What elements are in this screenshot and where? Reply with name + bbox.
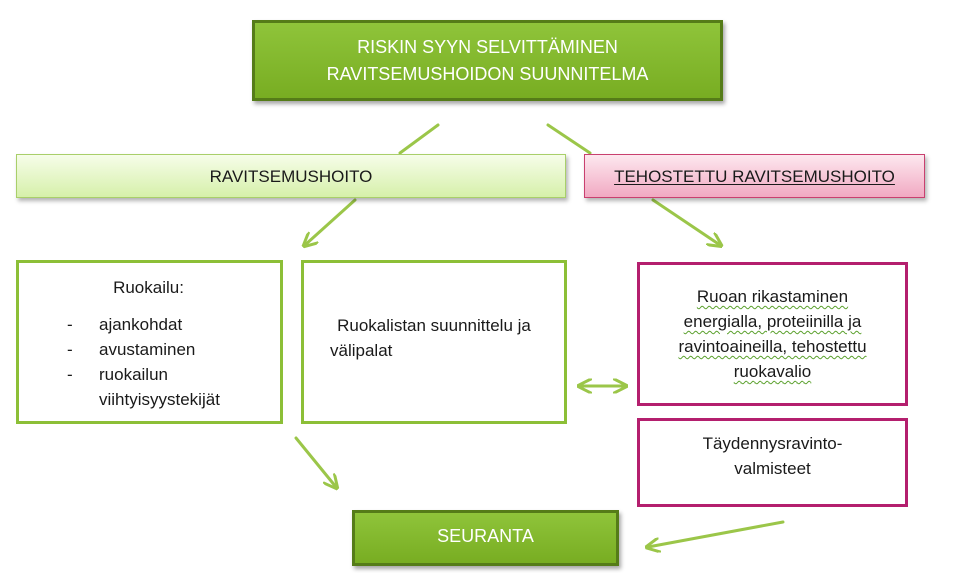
seuranta-label: SEURANTA — [437, 526, 534, 546]
arrow-ruokailu-to-seuranta — [296, 438, 336, 487]
title-line-2: RAVITSEMUSHOIDON SUUNNITELMA — [326, 63, 649, 84]
tehostettu-label: TEHOSTETTU RAVITSEMUSHOITO — [614, 166, 895, 186]
ruokailu-list — [67, 312, 270, 412]
arrow-ravitsemushoito-down — [305, 200, 355, 245]
title-line-1: RISKIN SYYN SELVITTÄMINEN — [357, 36, 618, 57]
ruokailu-heading: Ruokailu: — [113, 278, 184, 297]
taydennys-line-2: valmisteet — [734, 459, 811, 478]
seuranta-box — [352, 510, 619, 566]
list-item: - ajankohdat — [67, 312, 270, 337]
arrow-taydennys-to-seuranta — [648, 522, 783, 547]
list-item: - avustaminen — [67, 337, 270, 362]
rikastaminen-line-4: ruokavalio — [733, 362, 812, 381]
taydennys-box — [637, 418, 908, 507]
risk-cause-plan-box — [252, 20, 723, 101]
ruokailu-box — [16, 260, 283, 424]
ruokalista-line-2: välipalat — [330, 341, 393, 360]
tehostettu-box — [584, 154, 925, 198]
rikastaminen-box — [637, 262, 908, 406]
ruokalista-line-1: Ruokalistan suunnittelu ja — [337, 316, 531, 335]
list-item: - ruokailun viihtyisyystekijät — [67, 362, 270, 412]
rikastaminen-line-1: Ruoan rikastaminen — [696, 287, 849, 306]
ravitsemushoito-box — [16, 154, 566, 198]
ravitsemushoito-label: RAVITSEMUSHOITO — [209, 166, 373, 186]
taydennys-line-1: Täydennysravinto- — [702, 434, 843, 453]
arrow-tehostettu-down — [653, 200, 720, 245]
rikastaminen-line-3: ravintoaineilla, tehostettu — [678, 337, 867, 356]
ruokalista-box — [301, 260, 567, 424]
arrow-title-to-tehostettu — [548, 125, 590, 153]
rikastaminen-line-2: energialla, proteiinilla ja — [683, 312, 862, 331]
arrow-title-to-ravitsemushoito — [400, 125, 438, 153]
